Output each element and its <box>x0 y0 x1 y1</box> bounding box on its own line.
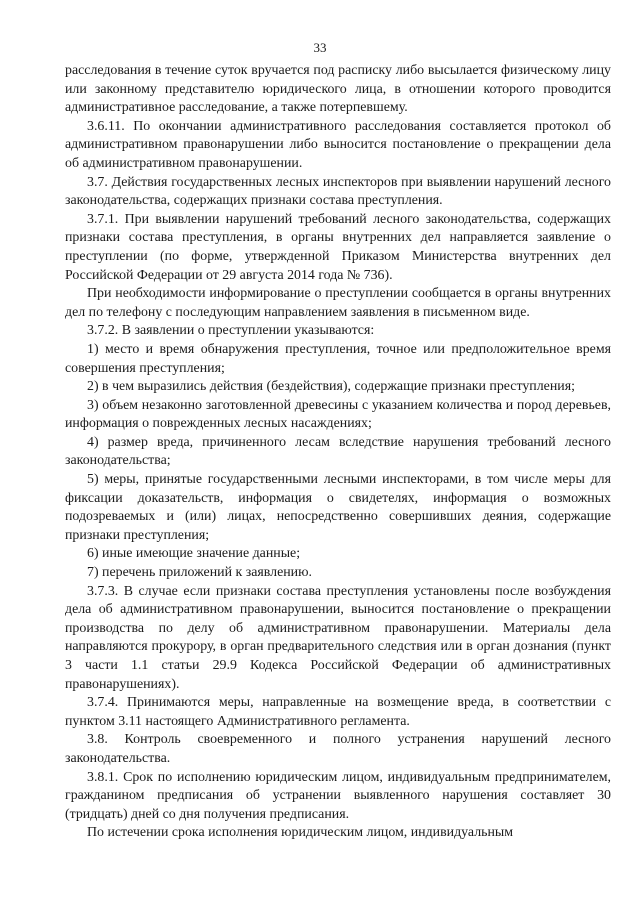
paragraph: По истечении срока исполнения юридическим лицом, индивидуальным <box>87 825 514 841</box>
list-item: 4) размер вреда, причиненного лесам вследствие нарушения требований лесного законодательства; <box>65 434 611 469</box>
list-item: 7) перечень приложений к заявлению. <box>87 565 312 581</box>
paragraph: 3.7.3. В случае если признаки состава преступления установлены после возбуждения дела об административном правонарушении, выносится постановление о прекращении производства по делу об административном правонарушении. Материалы дела направляются прокурору, в орган предварительного следствия или в орган дознания (пункт 3 части 1.1 статьи 29.9 Кодекса Российской Федерации об административных правонарушениях). <box>65 583 611 692</box>
paragraph: 3.7.1. При выявлении нарушений требований лесного законодательства, содержащих признаки состава преступления, в органы внутренних дел направляется заявление о преступлении (по форме, утвержденной Приказом Министерства внутренних дел Российской Федерации от 29 августа 2014 года № 736). <box>65 211 611 283</box>
page-number: 33 <box>313 40 327 55</box>
paragraph: расследования в течение суток вручается под расписку либо высылается физическому лицу или законному представителю юридического лица, в отношении которого проводится административное расследование, а также потерпевшему. <box>65 63 611 116</box>
paragraph: 3.8. Контроль своевременного и полного устранения нарушений лесного законодательства. <box>65 732 611 766</box>
paragraph: 3.6.11. По окончании административного расследования составляется протокол об административном правонарушении либо выносится постановление о прекращении дела об административном правонарушении. <box>65 118 611 171</box>
list-item: 2) в чем выразились действия (бездействия), содержащие признаки преступления; <box>87 379 575 395</box>
document-body <box>65 62 611 843</box>
paragraph: 3.7. Действия государственных лесных инспекторов при выявлении нарушений лесного законодательства, содержащих признаки состава преступления. <box>65 174 611 209</box>
paragraph: 3.7.4. Принимаются меры, направленные на возмещение вреда, в соответствии с пунктом 3.11 настоящего Административного регламента. <box>65 695 611 729</box>
list-item: 1) место и время обнаружения преступления, точное или предположительное время совершения преступления; <box>65 341 611 376</box>
paragraph: При необходимости информирование о преступлении сообщается в органы внутренних дел по телефону с последующим направлением заявления в письменном виде. <box>65 286 611 320</box>
paragraph: 3.8.1. Срок по исполнению юридическим лицом, индивидуальным предпринимателем, гражданином предписания об устранении выявленного нарушения составляет 30 (тридцать) дней со дня получения предписания. <box>65 769 611 822</box>
list-item: 3) объем незаконно заготовленной древесины с указанием количества и пород деревьев, информация о поврежденных лесных насаждениях; <box>65 397 611 432</box>
list-item: 5) меры, принятые государственными лесными инспекторами, в том числе меры для фиксации доказательств, информация о свидетелях, информация о возможных подозреваемых и (или) лицах, непосредственно совершивших деяния, содержащие признаки преступления; <box>65 472 611 543</box>
paragraph: 3.7.2. В заявлении о преступлении указываются: <box>87 323 375 339</box>
list-item: 6) иные имеющие значение данные; <box>87 546 301 562</box>
